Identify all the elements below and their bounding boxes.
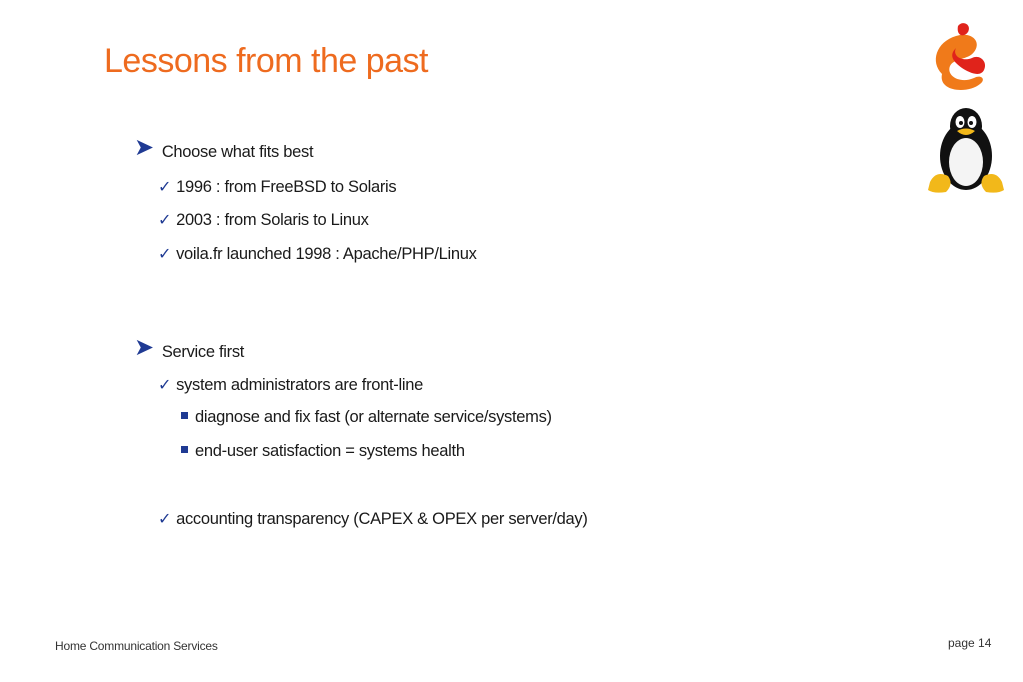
list-item-text: 2003 : from Solaris to Linux (176, 211, 369, 229)
list-item-text: accounting transparency (CAPEX & OPEX per server/day) (176, 510, 588, 528)
list-item (158, 244, 477, 264)
sub-list-item-text: end-user satisfaction = systems health (195, 442, 465, 460)
list-item (158, 177, 396, 197)
sub-list-item-text: diagnose and fix fast (or alternate service/systems) (195, 408, 552, 426)
arrowhead-bullet-icon: ➤ (134, 134, 154, 161)
slide-title: Lessons from the past (104, 42, 429, 80)
checkmark-icon: ✓ (158, 375, 172, 394)
wanadoo-logo (928, 22, 990, 94)
square-bullet-icon (181, 412, 188, 419)
list-item-text: voila.fr launched 1998 : Apache/PHP/Linux (176, 245, 477, 263)
arrowhead-bullet-icon: ➤ (134, 334, 154, 361)
checkmark-icon: ✓ (158, 177, 172, 196)
checkmark-icon: ✓ (158, 509, 172, 528)
list-item-text: 1996 : from FreeBSD to Solaris (176, 178, 397, 196)
list-item-text: system administrators are front-line (176, 376, 423, 394)
section-heading-text: Service first (161, 343, 245, 361)
tux-penguin-icon (924, 104, 1008, 196)
square-bullet-icon (181, 446, 188, 453)
checkmark-icon: ✓ (158, 210, 172, 229)
section-heading-service (134, 334, 245, 362)
list-item (158, 210, 369, 230)
page-number: page 14 (948, 636, 992, 650)
sub-list-item (181, 442, 465, 461)
section-heading-choose (134, 134, 314, 162)
checkmark-icon: ✓ (158, 244, 172, 263)
sub-list-item (181, 408, 552, 427)
section-heading-text: Choose what fits best (161, 143, 314, 161)
list-item (158, 375, 423, 395)
list-item (158, 509, 588, 529)
footer-text: Home Communication Services (55, 639, 218, 653)
